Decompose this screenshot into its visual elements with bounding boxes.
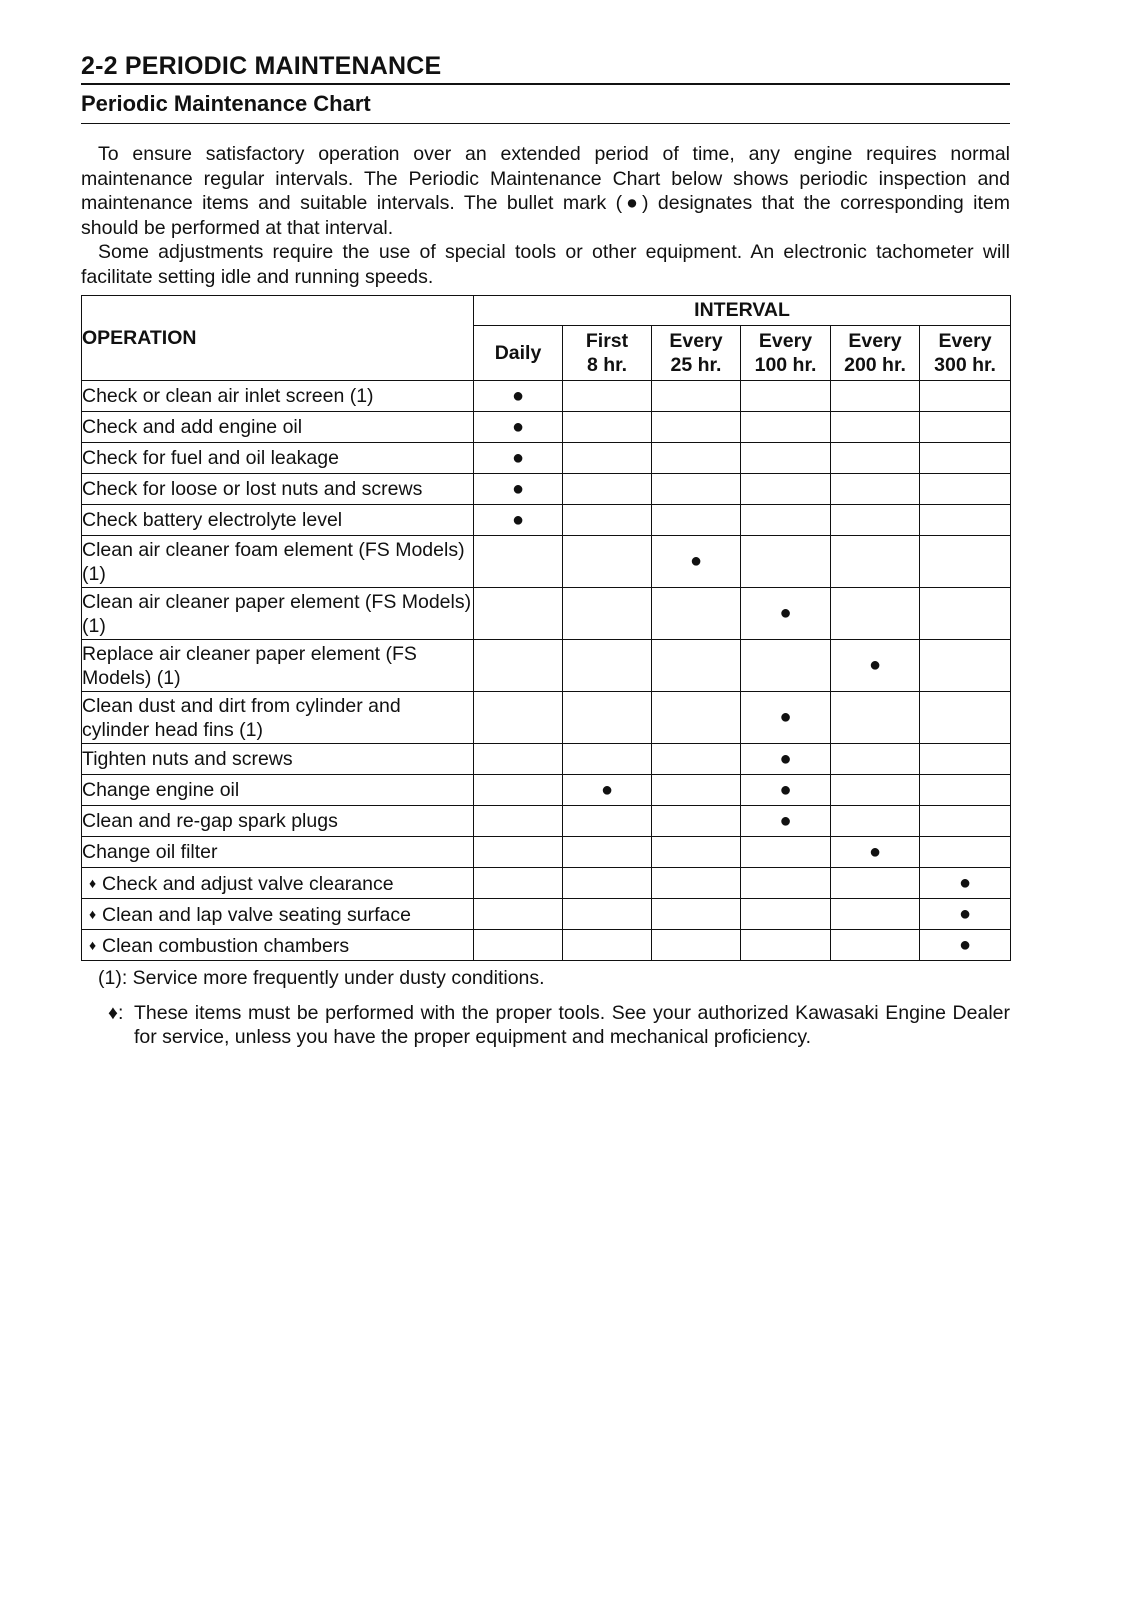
interval-cell (741, 381, 831, 412)
interval-column-header (652, 326, 741, 381)
interval-cell (741, 505, 831, 536)
interval-cell (563, 806, 652, 837)
interval-cell (563, 775, 652, 806)
table-row (82, 806, 1011, 837)
table-row (82, 536, 1011, 588)
interval-label-line1: Every (938, 330, 992, 352)
interval-cell (741, 443, 831, 474)
chart-subtitle: Periodic Maintenance Chart (81, 89, 1010, 124)
intro-paragraph: Some adjustments require the use of special tools or other equipment. An electronic tachometer will facilitate setting idle and running speeds. (81, 241, 1010, 288)
interval-cell (920, 868, 1011, 899)
interval-cell (831, 775, 920, 806)
interval-cell (474, 505, 563, 536)
interval-cell (474, 588, 563, 640)
interval-cell (741, 868, 831, 899)
interval-cell (563, 640, 652, 692)
interval-cell (474, 744, 563, 775)
operation-cell (82, 640, 474, 692)
interval-cell (652, 381, 741, 412)
interval-cell (831, 536, 920, 588)
interval-label-line1: Daily (494, 342, 542, 364)
table-body (82, 381, 1011, 961)
interval-column-header (741, 326, 831, 381)
footnote-special-tools (81, 1001, 1010, 1050)
operation-cell (82, 837, 474, 868)
interval-label-line1: Every (669, 330, 723, 352)
diamond-icon: ♦ (89, 936, 97, 953)
operation-label: Clean combustion chambers (102, 934, 350, 957)
interval-cell (831, 443, 920, 474)
operation-label: Check and adjust valve clearance (102, 872, 394, 895)
interval-cell (474, 899, 563, 930)
interval-cell (920, 640, 1011, 692)
table-row (82, 744, 1011, 775)
interval-cell (831, 640, 920, 692)
interval-cell (474, 412, 563, 443)
interval-cell (741, 474, 831, 505)
interval-cell (652, 806, 741, 837)
interval-cell (563, 474, 652, 505)
bullet-icon: ● (779, 602, 792, 624)
bullet-icon: ● (600, 778, 614, 801)
operation-label: Tighten nuts and screws (82, 748, 293, 770)
bullet-icon: ● (511, 477, 525, 500)
footnotes (81, 966, 1010, 1050)
interval-cell (741, 536, 831, 588)
bullet-icon: ● (511, 415, 525, 438)
interval-cell (652, 692, 741, 744)
interval-cell (563, 692, 652, 744)
interval-label-line2: 300 hr. (934, 354, 996, 376)
operation-label: Clean dust and dirt from cylinder and cylinder head fins (1) (82, 694, 401, 741)
interval-cell (831, 744, 920, 775)
diamond-icon: ♦: (108, 1001, 124, 1024)
interval-cell (920, 744, 1011, 775)
interval-cell (920, 692, 1011, 744)
operation-label: Change engine oil (82, 779, 240, 801)
interval-cell (920, 412, 1011, 443)
bullet-icon: ● (779, 747, 792, 770)
bullet-icon: ● (958, 933, 972, 956)
interval-cell (563, 381, 652, 412)
interval-cell (652, 868, 741, 899)
interval-cell (920, 474, 1011, 505)
bullet-icon: ● (868, 654, 882, 676)
operation-header: OPERATION (82, 296, 474, 381)
interval-cell (652, 899, 741, 930)
operation-label: Check battery electrolyte level (82, 509, 343, 531)
operation-label: Check for fuel and oil leakage (82, 447, 339, 469)
interval-column-header (563, 326, 652, 381)
interval-cell (563, 536, 652, 588)
interval-label-line2: 25 hr. (670, 354, 722, 376)
bullet-icon: ● (779, 706, 792, 728)
interval-cell (652, 443, 741, 474)
bullet-icon: ● (868, 840, 882, 863)
table-row (82, 381, 1011, 412)
operation-cell (82, 692, 474, 744)
intro-paragraph: To ensure satisfactory operation over an extended period of time, any engine requires normal maintenance regular intervals. The Periodic Maintenance Chart below shows periodic inspection and maintenance items and suitable intervals. The bullet mark (●) designates that the corresponding item should be performed at that interval. (81, 143, 1010, 239)
table-row (82, 837, 1011, 868)
table-row (82, 588, 1011, 640)
interval-cell (652, 505, 741, 536)
operation-cell (82, 588, 474, 640)
interval-cell (652, 775, 741, 806)
bullet-icon: ● (689, 550, 703, 572)
interval-cell (652, 536, 741, 588)
operation-label: Clean and re-gap spark plugs (82, 810, 338, 832)
operation-cell (82, 775, 474, 806)
interval-cell (474, 640, 563, 692)
interval-cell (831, 381, 920, 412)
interval-cell (652, 474, 741, 505)
interval-cell (831, 806, 920, 837)
operation-label: Check for loose or lost nuts and screws (82, 478, 423, 500)
interval-cell (831, 588, 920, 640)
interval-cell (920, 837, 1011, 868)
operation-cell (82, 536, 474, 588)
interval-header: INTERVAL (474, 296, 1011, 326)
interval-cell (920, 505, 1011, 536)
interval-cell (563, 930, 652, 961)
interval-cell (741, 775, 831, 806)
operation-cell (82, 474, 474, 505)
interval-cell (920, 899, 1011, 930)
interval-cell (831, 692, 920, 744)
interval-cell (563, 837, 652, 868)
interval-cell (741, 588, 831, 640)
interval-cell (652, 640, 741, 692)
interval-cell (920, 775, 1011, 806)
page (81, 50, 1010, 1050)
table-row (82, 474, 1011, 505)
intro-text (81, 142, 1010, 289)
table-row (82, 775, 1011, 806)
interval-cell (563, 899, 652, 930)
interval-cell (831, 505, 920, 536)
interval-label-line1: Every (758, 330, 813, 352)
operation-cell (82, 443, 474, 474)
interval-cell (652, 412, 741, 443)
operation-label: Check and add engine oil (82, 416, 303, 438)
table-row (82, 505, 1011, 536)
table-row (82, 692, 1011, 744)
interval-cell (741, 806, 831, 837)
interval-cell (920, 536, 1011, 588)
interval-cell (920, 930, 1011, 961)
bullet-icon: ● (958, 871, 972, 894)
operation-cell (82, 505, 474, 536)
operation-label: Change oil filter (82, 841, 218, 863)
interval-cell (652, 744, 741, 775)
interval-cell (474, 868, 563, 899)
interval-cell (474, 692, 563, 744)
interval-cell (741, 412, 831, 443)
interval-cell (920, 588, 1011, 640)
interval-cell (831, 474, 920, 505)
table-row (82, 412, 1011, 443)
interval-label-line2: 8 hr. (586, 354, 628, 376)
interval-label-line2: 200 hr. (844, 354, 906, 376)
interval-cell (474, 381, 563, 412)
operation-cell (82, 899, 474, 930)
interval-label-line1: First (585, 330, 629, 352)
interval-cell (474, 536, 563, 588)
operation-cell (82, 412, 474, 443)
operation-cell (82, 930, 474, 961)
operation-cell (82, 744, 474, 775)
interval-cell (652, 837, 741, 868)
interval-cell (474, 837, 563, 868)
interval-cell (831, 899, 920, 930)
interval-cell (474, 930, 563, 961)
footnote-text: These items must be performed with the proper tools. See your authorized Kawasaki Engine Dealer for service, unless you have the proper equipment and mechanical proficiency. (134, 1001, 1010, 1048)
interval-cell (920, 806, 1011, 837)
interval-column-header (831, 326, 920, 381)
operation-label: Check or clean air inlet screen (1) (82, 385, 374, 407)
interval-column-header (474, 326, 563, 381)
operation-label: Replace air cleaner paper element (FS Models) (1) (82, 642, 417, 689)
interval-cell (741, 930, 831, 961)
interval-cell (474, 443, 563, 474)
interval-cell (741, 899, 831, 930)
maintenance-table (81, 295, 1011, 961)
interval-cell (563, 443, 652, 474)
interval-cell (920, 443, 1011, 474)
interval-column-header (920, 326, 1011, 381)
interval-cell (741, 692, 831, 744)
interval-cell (474, 806, 563, 837)
interval-cell (741, 640, 831, 692)
table-row (82, 899, 1011, 930)
interval-cell (563, 868, 652, 899)
interval-cell (563, 588, 652, 640)
section-title: 2-2 PERIODIC MAINTENANCE (81, 50, 1010, 85)
bullet-icon: ● (511, 446, 525, 469)
interval-cell (652, 588, 741, 640)
diamond-icon: ♦ (89, 905, 97, 922)
interval-cell (563, 412, 652, 443)
table-row (82, 640, 1011, 692)
interval-cell (652, 930, 741, 961)
interval-cell (920, 381, 1011, 412)
table-row (82, 868, 1011, 899)
operation-cell (82, 868, 474, 899)
operation-cell (82, 806, 474, 837)
operation-label: Clean and lap valve seating surface (102, 903, 411, 926)
bullet-icon: ● (958, 902, 972, 925)
interval-cell (741, 744, 831, 775)
operation-label: Clean air cleaner paper element (FS Models) (1) (82, 590, 472, 637)
interval-cell (831, 837, 920, 868)
bullet-icon: ● (779, 809, 792, 832)
footnote-dusty: (1): Service more frequently under dusty conditions. (98, 967, 545, 989)
diamond-icon: ♦ (89, 874, 97, 891)
interval-cell (563, 744, 652, 775)
bullet-icon: ● (779, 778, 792, 801)
bullet-icon: ● (511, 508, 525, 531)
operation-label: Clean air cleaner foam element (FS Models) (1) (82, 538, 465, 585)
interval-cell (474, 775, 563, 806)
interval-cell (741, 837, 831, 868)
interval-cell (831, 868, 920, 899)
interval-label-line2: 100 hr. (754, 354, 817, 376)
interval-cell (831, 930, 920, 961)
table-row (82, 930, 1011, 961)
interval-cell (831, 412, 920, 443)
table-row (82, 443, 1011, 474)
operation-cell (82, 381, 474, 412)
interval-cell (474, 474, 563, 505)
interval-cell (563, 505, 652, 536)
bullet-icon: ● (511, 384, 525, 407)
interval-label-line1: Every (848, 330, 902, 352)
